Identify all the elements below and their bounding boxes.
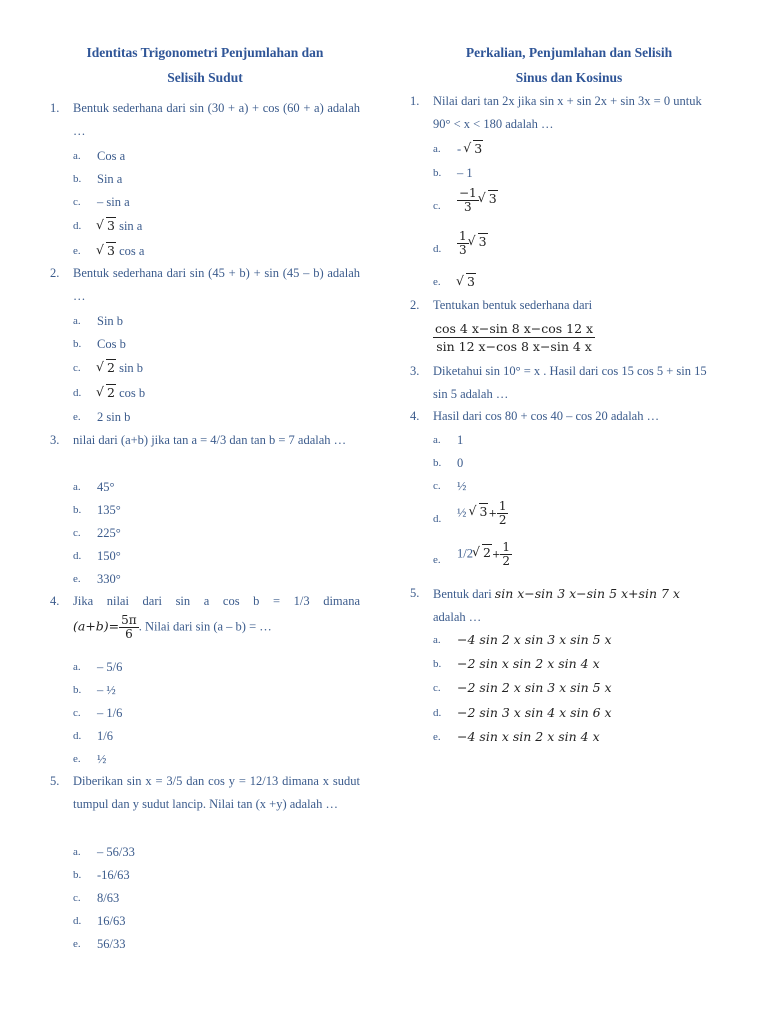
option-value: - √ 3 — [457, 140, 483, 158]
option-letter: d. — [73, 915, 82, 927]
option-letter: a. — [433, 143, 441, 155]
option-value: 56/33 — [97, 937, 126, 951]
option-letter: a. — [73, 315, 81, 327]
question-2 — [410, 294, 710, 317]
option-value: – ½ — [97, 683, 116, 697]
option-letter: c. — [433, 200, 441, 212]
math-expression: (a+b)= — [73, 618, 120, 634]
question-5 — [50, 770, 360, 816]
option-value: 1/6 — [97, 729, 113, 743]
sqrt-symbol: √ 2 — [473, 544, 492, 562]
option-letter: c. — [73, 362, 81, 374]
option-letter: d. — [73, 730, 82, 742]
sqrt-symbol: √ 3 — [457, 273, 476, 291]
option-value: −4 sin 2 x sin 3 x sin 5 x — [457, 632, 612, 647]
option-letter: b. — [433, 457, 442, 469]
question-number: 3. — [50, 433, 60, 447]
option-letter: e. — [433, 731, 441, 743]
option-value: – 1/6 — [97, 706, 123, 720]
question-text: Jika nilai dari sin a cos b = 1/3 dimana — [73, 594, 360, 608]
option-letter: a. — [433, 634, 441, 646]
option-value: – 5/6 — [97, 660, 123, 674]
option-letter: e. — [73, 753, 81, 765]
sqrt-symbol: √ 3 — [464, 140, 483, 158]
option-value: ½ — [97, 752, 107, 766]
option-letter: d. — [73, 387, 82, 399]
left-heading — [50, 40, 360, 90]
option-letter: c. — [433, 480, 441, 492]
option-letter: b. — [73, 869, 82, 881]
option-value: 135° — [97, 503, 121, 517]
question-3 — [50, 429, 360, 452]
option-value: √ 2 cos b — [97, 384, 145, 402]
question-5 — [410, 582, 710, 629]
question-1 — [410, 90, 710, 136]
option-value: √ 3 cos a — [97, 242, 144, 260]
option-letter: b. — [73, 684, 82, 696]
question-number: 1. — [50, 101, 60, 115]
option-letter: e. — [73, 938, 81, 950]
question-1 — [50, 97, 360, 143]
question-text: Diberikan sin x = 3/5 dan cos y = 12/13 dimana x sudut tumpul dan y sudut lancip. Nilai tan (x +y) adalah … — [73, 774, 360, 811]
question-number: 2. — [410, 298, 420, 312]
question-3 — [410, 360, 710, 406]
option-letter: b. — [433, 167, 442, 179]
option-value — [457, 187, 498, 214]
option-letter: a. — [73, 661, 81, 673]
option-value: 225° — [97, 526, 121, 540]
right-heading-line1: Perkalian, Penjumlahan dan Selisih — [465, 45, 673, 60]
fraction: $\frac{1}{3}$ — [459, 229, 467, 257]
option-value: -16/63 — [97, 868, 130, 882]
option-letter: d. — [433, 513, 442, 525]
option-value — [457, 273, 476, 291]
question-number: 2. — [50, 266, 60, 280]
question-4 — [410, 405, 710, 428]
question-number: 1. — [410, 94, 420, 108]
question-text: Diketahui sin 10° = x . Hasil dari cos 15 cos 5 + sin 15 sin 5 adalah … — [433, 364, 707, 401]
option-letter: b. — [73, 338, 82, 350]
question-text: nilai dari (a+b) jika tan a = 4/3 dan tan b = 7 adalah … — [73, 433, 347, 447]
option-letter: b. — [73, 173, 82, 185]
option-value: 330° — [97, 572, 121, 586]
option-value: 1 — [457, 433, 464, 447]
option-value: – 1 — [457, 166, 473, 180]
fraction-expression: $\frac{\cos 4 x-\sin 8 x-\cos 12 x}{\sin 12 x-\cos 8 x-\sin 4 x}$ — [435, 321, 594, 354]
option-letter: c. — [73, 527, 81, 539]
question-4 — [50, 590, 360, 613]
option-value: ½ — [457, 479, 467, 493]
option-letter: d. — [433, 243, 442, 255]
sqrt-symbol: √ 3 — [479, 190, 498, 208]
option-value: 2 sin b — [97, 410, 131, 424]
option-value: √ 2 sin b — [97, 359, 143, 377]
option-letter: a. — [73, 481, 81, 493]
question-number: 5. — [50, 774, 60, 788]
option-value: Sin a — [97, 172, 123, 186]
question-number: 5. — [410, 586, 420, 600]
sqrt-symbol: √ 3 — [97, 217, 116, 235]
question-4-line2 — [73, 614, 272, 641]
option-value: 16/63 — [97, 914, 126, 928]
option-letter: c. — [73, 892, 81, 904]
question-number: 4. — [50, 594, 60, 608]
option-letter: a. — [433, 434, 441, 446]
question-text: Tentukan bentuk sederhana dari — [433, 298, 593, 312]
question-text: Bentuk sederhana dari sin (30 + a) + cos (60 + a) adalah … — [73, 101, 360, 138]
option-value: Sin b — [97, 314, 124, 328]
option-value: −2 sin x sin 2 x sin 4 x — [457, 656, 600, 671]
question-text: Nilai dari tan 2x jika sin x + sin 2x + sin 3x = 0 untuk 90° < x < 180 adalah … — [433, 94, 702, 131]
fraction: $\frac{1}{2}$ — [502, 540, 510, 568]
option-value: −2 sin 3 x sin 4 x sin 6 x — [457, 705, 612, 720]
option-value: √ 3 sin a — [97, 217, 142, 235]
question-2 — [50, 262, 360, 308]
option-letter: d. — [73, 550, 82, 562]
fraction: $\frac{-1}{3}$ — [459, 186, 477, 214]
option-letter: d. — [433, 707, 442, 719]
math-expression: sin x−sin 3 x−sin 5 x+sin 7 x — [494, 586, 680, 601]
option-letter: c. — [433, 682, 441, 694]
option-value: 150° — [97, 549, 121, 563]
option-letter: e. — [433, 554, 441, 566]
fraction: $\frac{5\pi}{6}$ — [121, 613, 137, 641]
option-letter: e. — [433, 276, 441, 288]
option-letter: c. — [73, 707, 81, 719]
option-letter: e. — [73, 411, 81, 423]
option-letter: d. — [73, 220, 82, 232]
option-letter: e. — [73, 573, 81, 585]
right-heading-line2: Sinus dan Kosinus — [515, 70, 623, 85]
sqrt-symbol: √ 3 — [469, 233, 488, 251]
option-letter: a. — [73, 846, 81, 858]
question-text: Bentuk sederhana dari sin (45 + b) + sin (45 – b) adalah … — [73, 266, 360, 303]
question-text: . Nilai dari sin (a – b) = … — [138, 619, 272, 634]
option-value: −4 sin x sin 2 x sin 4 x — [457, 729, 600, 744]
question-number: 4. — [410, 409, 420, 423]
option-letter: c. — [73, 196, 81, 208]
option-letter: e. — [73, 245, 81, 257]
option-letter: a. — [73, 150, 81, 162]
left-heading-line2: Selisih Sudut — [167, 70, 243, 85]
option-value: −2 sin 2 x sin 3 x sin 5 x — [457, 680, 612, 695]
question-number: 3. — [410, 364, 420, 378]
fraction: $\frac{1}{2}$ — [498, 499, 507, 527]
option-value: – sin a — [97, 195, 130, 209]
option-value: Cos b — [97, 337, 126, 351]
left-heading-line1: Identitas Trigonometri Penjumlahan dan — [86, 45, 324, 60]
right-heading — [410, 40, 728, 90]
option-value: 45° — [97, 480, 115, 494]
option-value: ½ √ 3+ $\frac{1}{2}$ — [457, 500, 508, 527]
sqrt-symbol: √ 3 — [470, 503, 489, 521]
option-value: 1/2√ 2+ $\frac{1}{2}$ — [457, 541, 512, 568]
option-letter: b. — [73, 504, 82, 516]
sqrt-symbol: √ 2 — [97, 359, 116, 377]
question-text: Hasil dari cos 80 + cos 40 – cos 20 adalah … — [433, 409, 660, 423]
sqrt-symbol: √ 3 — [97, 242, 116, 260]
option-value — [457, 230, 488, 257]
sqrt-symbol: √ 2 — [97, 384, 116, 402]
option-value: Cos a — [97, 149, 126, 163]
option-value: 0 — [457, 456, 464, 470]
option-letter: b. — [433, 658, 442, 670]
option-value: – 56/33 — [97, 845, 135, 859]
option-value: 8/63 — [97, 891, 120, 905]
question-text: Bentuk dari sin x−sin 3 x−sin 5 x+sin 7 x adalah … — [433, 586, 680, 624]
